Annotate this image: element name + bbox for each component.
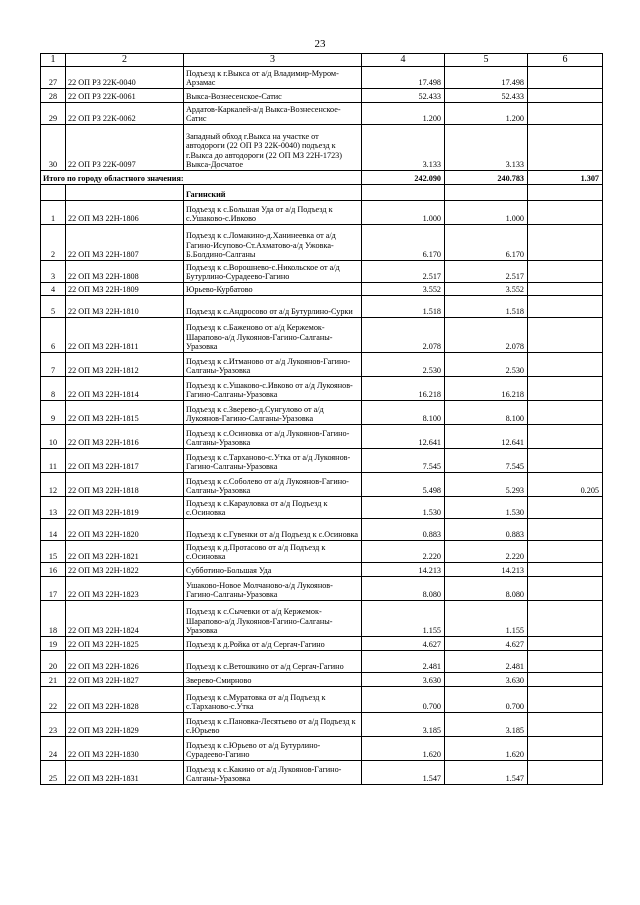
- table-row: [41, 283, 603, 296]
- row-number: 20: [41, 651, 66, 673]
- row-number: 2: [41, 225, 66, 261]
- value-col-4: 16.218: [362, 377, 445, 401]
- value-col-6: [528, 519, 603, 541]
- row-number: 3: [41, 261, 66, 283]
- road-name: Подъезд к с.Какино от а/д Лукоянов-Гагино-Салганы-Уразовка: [184, 761, 362, 785]
- road-code: 22 ОП РЗ 22К-0097: [66, 125, 184, 171]
- value-col-6: [528, 651, 603, 673]
- road-code: 22 ОП РЗ 22К-0040: [66, 67, 184, 89]
- row-number: 15: [41, 541, 66, 563]
- table-row: [41, 761, 603, 785]
- value-col-6: [528, 601, 603, 637]
- value-col-6: [528, 425, 603, 449]
- road-name: Субботино-Большая Уда: [184, 563, 362, 577]
- value-col-6: [528, 377, 603, 401]
- value-col-6: [528, 67, 603, 89]
- row-number: 4: [41, 283, 66, 296]
- district-row: [41, 185, 603, 201]
- row-number: 11: [41, 449, 66, 473]
- table-row: [41, 541, 603, 563]
- road-code: 22 ОП МЗ 22Н-1826: [66, 651, 184, 673]
- road-code: 22 ОП МЗ 22Н-1827: [66, 673, 184, 687]
- value-col-4: 2.481: [362, 651, 445, 673]
- row-number: 1: [41, 201, 66, 225]
- row-number: 16: [41, 563, 66, 577]
- total-col-4: 242.090: [362, 171, 445, 185]
- value-col-6: [528, 577, 603, 601]
- value-col-5: 52.433: [445, 89, 528, 103]
- row-number: 27: [41, 67, 66, 89]
- district-empty-4: [362, 185, 445, 201]
- table-row: [41, 449, 603, 473]
- value-col-5: 0.883: [445, 519, 528, 541]
- road-name: Подъезд к с.Ломакино-д.Ханинеевка от а/д Гагино-Исупово-Ст.Ахматово-а/д Ужовка-Б.Болдино-Салганы: [184, 225, 362, 261]
- road-code: 22 ОП МЗ 22Н-1828: [66, 687, 184, 713]
- value-col-4: 14.213: [362, 563, 445, 577]
- table-row: [41, 296, 603, 318]
- value-col-5: 16.218: [445, 377, 528, 401]
- value-col-6: [528, 449, 603, 473]
- value-col-6: [528, 713, 603, 737]
- road-name: Подъезд к с.Большая Уда от а/д Подъезд к с.Ушаково-с.Ивково: [184, 201, 362, 225]
- road-name: Западный обход г.Выкса на участке от автодороги (22 ОП РЗ 22К-0040) подъезд к г.Выкса до автодороги (22 ОП МЗ 22Н-1723) Выкса-Досчатое: [184, 125, 362, 171]
- row-number: 13: [41, 497, 66, 519]
- value-col-4: 3.630: [362, 673, 445, 687]
- road-name: Подъезд к с.Карауловка от а/д Подъезд к с.Осиновка: [184, 497, 362, 519]
- header-col-3: 3: [184, 54, 362, 67]
- value-col-6: [528, 201, 603, 225]
- value-col-5: 2.530: [445, 353, 528, 377]
- value-col-6: [528, 497, 603, 519]
- table-row: [41, 563, 603, 577]
- value-col-5: 4.627: [445, 637, 528, 651]
- value-col-5: 2.220: [445, 541, 528, 563]
- row-number: 7: [41, 353, 66, 377]
- table-row: [41, 377, 603, 401]
- row-number: 29: [41, 103, 66, 125]
- value-col-4: 8.080: [362, 577, 445, 601]
- row-number: 6: [41, 318, 66, 353]
- road-code: 22 ОП МЗ 22Н-1831: [66, 761, 184, 785]
- value-col-5: 2.078: [445, 318, 528, 353]
- value-col-6: [528, 637, 603, 651]
- value-col-5: 0.700: [445, 687, 528, 713]
- roads-table: [40, 53, 603, 785]
- value-col-5: 8.100: [445, 401, 528, 425]
- road-code: 22 ОП МЗ 22Н-1820: [66, 519, 184, 541]
- value-col-4: 4.627: [362, 637, 445, 651]
- value-col-4: 6.170: [362, 225, 445, 261]
- table-row: [41, 318, 603, 353]
- row-number: 22: [41, 687, 66, 713]
- value-col-6: [528, 296, 603, 318]
- value-col-6: [528, 353, 603, 377]
- road-name: Подъезд к с.Ветошкино от а/д Сергач-Гагино: [184, 651, 362, 673]
- value-col-6: [528, 563, 603, 577]
- road-name: Подъезд к с.Осиновка от а/д Лукоянов-Гагино-Салганы-Уразовка: [184, 425, 362, 449]
- value-col-6: [528, 318, 603, 353]
- road-code: 22 ОП МЗ 22Н-1812: [66, 353, 184, 377]
- road-name: Подъезд к с.Гувенки от а/д Подъезд к с.Осиновка: [184, 519, 362, 541]
- value-col-4: 0.700: [362, 687, 445, 713]
- road-name: Зверево-Смирново: [184, 673, 362, 687]
- road-code: 22 ОП МЗ 22Н-1817: [66, 449, 184, 473]
- road-name: Подъезд к с.Баженово от а/д Кержемок-Шарапово-а/д Лукоянов-Гагино-Салганы-Уразовка: [184, 318, 362, 353]
- road-code: 22 ОП МЗ 22Н-1830: [66, 737, 184, 761]
- table-row: [41, 637, 603, 651]
- road-code: 22 ОП РЗ 22К-0061: [66, 89, 184, 103]
- road-name: Подъезд к с.Ушаково-с.Ивково от а/д Лукоянов-Гагино-Салганы-Уразовка: [184, 377, 362, 401]
- road-name: Юрьево-Курбатово: [184, 283, 362, 296]
- value-col-6: [528, 673, 603, 687]
- value-col-5: 1.000: [445, 201, 528, 225]
- road-name: Ушаково-Новое Молчаново-а/д Лукоянов-Гагино-Салганы-Уразовка: [184, 577, 362, 601]
- total-col-6: 1.307: [528, 171, 603, 185]
- road-code: 22 ОП РЗ 22К-0062: [66, 103, 184, 125]
- row-number: 25: [41, 761, 66, 785]
- table-row: [41, 737, 603, 761]
- value-col-6: [528, 401, 603, 425]
- value-col-5: 1.530: [445, 497, 528, 519]
- road-code: 22 ОП МЗ 22Н-1823: [66, 577, 184, 601]
- table-row: [41, 713, 603, 737]
- road-code: 22 ОП МЗ 22Н-1810: [66, 296, 184, 318]
- district-name: Гагинский: [184, 185, 362, 201]
- value-col-6: [528, 225, 603, 261]
- road-name: Подъезд к с.Пановка-Лесятьево от а/д Подъезд к с.Юрьево: [184, 713, 362, 737]
- value-col-4: 3.133: [362, 125, 445, 171]
- value-col-5: 3.133: [445, 125, 528, 171]
- value-col-4: 1.547: [362, 761, 445, 785]
- value-col-6: [528, 89, 603, 103]
- road-name: Подъезд к г.Выкса от а/д Владимир-Муром-Арзамас: [184, 67, 362, 89]
- road-name: Подъезд к с.Андросово от а/д Бутурлино-Сурки: [184, 296, 362, 318]
- value-col-4: 2.220: [362, 541, 445, 563]
- value-col-6: [528, 541, 603, 563]
- header-col-4: 4: [362, 54, 445, 67]
- value-col-4: 17.498: [362, 67, 445, 89]
- header-col-1: 1: [41, 54, 66, 67]
- table-row: [41, 651, 603, 673]
- value-col-4: 2.078: [362, 318, 445, 353]
- road-name: Выкса-Вознесенское-Сатис: [184, 89, 362, 103]
- table-row: [41, 519, 603, 541]
- value-col-6: 0.205: [528, 473, 603, 497]
- value-col-5: 2.517: [445, 261, 528, 283]
- district-empty-6: [528, 185, 603, 201]
- value-col-4: 1.518: [362, 296, 445, 318]
- total-label: Итого по городу областного значения:: [41, 171, 362, 185]
- road-name: Подъезд к д.Ройка от а/д Сергач-Гагино: [184, 637, 362, 651]
- value-col-6: [528, 261, 603, 283]
- value-col-5: 6.170: [445, 225, 528, 261]
- value-col-4: 1.000: [362, 201, 445, 225]
- value-col-5: 8.080: [445, 577, 528, 601]
- road-code: 22 ОП МЗ 22Н-1814: [66, 377, 184, 401]
- road-code: 22 ОП МЗ 22Н-1829: [66, 713, 184, 737]
- value-col-5: 7.545: [445, 449, 528, 473]
- road-code: 22 ОП МЗ 22Н-1824: [66, 601, 184, 637]
- road-name: Ардатов-Каркалей-а/д Выкса-Вознесенское-Сатис: [184, 103, 362, 125]
- table-row: [41, 67, 603, 89]
- row-number: 30: [41, 125, 66, 171]
- road-name: Подъезд к с.Соболево от а/д Лукоянов-Гагино-Салганы-Уразовка: [184, 473, 362, 497]
- value-col-4: 0.883: [362, 519, 445, 541]
- table-row: [41, 261, 603, 283]
- value-col-5: 3.552: [445, 283, 528, 296]
- road-code: 22 ОП МЗ 22Н-1808: [66, 261, 184, 283]
- table-row: [41, 401, 603, 425]
- header-col-5: 5: [445, 54, 528, 67]
- value-col-5: 17.498: [445, 67, 528, 89]
- header-col-6: 6: [528, 54, 603, 67]
- value-col-4: 1.530: [362, 497, 445, 519]
- road-name: Подъезд к д.Протасово от а/д Подъезд к с.Осиновка: [184, 541, 362, 563]
- row-number: 23: [41, 713, 66, 737]
- table-row: [41, 601, 603, 637]
- value-col-6: [528, 761, 603, 785]
- road-code: 22 ОП МЗ 22Н-1821: [66, 541, 184, 563]
- table-row: [41, 125, 603, 171]
- road-code: 22 ОП МЗ 22Н-1809: [66, 283, 184, 296]
- table-row: [41, 201, 603, 225]
- road-name: Подъезд к с.Зверево-д.Сунгулово от а/д Лукоянов-Гагино-Салганы-Уразовка: [184, 401, 362, 425]
- table-row: [41, 497, 603, 519]
- road-code: 22 ОП МЗ 22Н-1815: [66, 401, 184, 425]
- table-row: [41, 577, 603, 601]
- value-col-6: [528, 125, 603, 171]
- row-number: 9: [41, 401, 66, 425]
- total-col-5: 240.783: [445, 171, 528, 185]
- road-code: 22 ОП МЗ 22Н-1819: [66, 497, 184, 519]
- row-number: 24: [41, 737, 66, 761]
- district-empty-2: [66, 185, 184, 201]
- value-col-5: 1.547: [445, 761, 528, 785]
- table-row: [41, 425, 603, 449]
- row-number: 21: [41, 673, 66, 687]
- value-col-5: 3.185: [445, 713, 528, 737]
- road-code: 22 ОП МЗ 22Н-1806: [66, 201, 184, 225]
- row-number: 5: [41, 296, 66, 318]
- value-col-5: 1.200: [445, 103, 528, 125]
- value-col-4: 8.100: [362, 401, 445, 425]
- table-row: [41, 473, 603, 497]
- value-col-6: [528, 687, 603, 713]
- road-name: Подъезд к с.Муратовка от а/д Подъезд к с.Тарханово-с.Утка: [184, 687, 362, 713]
- row-number: 14: [41, 519, 66, 541]
- row-number: 19: [41, 637, 66, 651]
- total-row: [41, 171, 603, 185]
- road-name: Подъезд к с.Тарханово-с.Утка от а/д Лукоянов-Гагино-Салганы-Уразовка: [184, 449, 362, 473]
- value-col-5: 5.293: [445, 473, 528, 497]
- value-col-4: 3.552: [362, 283, 445, 296]
- table-row: [41, 89, 603, 103]
- value-col-6: [528, 283, 603, 296]
- value-col-4: 2.530: [362, 353, 445, 377]
- value-col-5: 12.641: [445, 425, 528, 449]
- value-col-5: 1.155: [445, 601, 528, 637]
- road-code: 22 ОП МЗ 22Н-1825: [66, 637, 184, 651]
- road-name: Подъезд к с.Итманово от а/д Лукоянов-Гагино-Салганы-Уразовка: [184, 353, 362, 377]
- road-name: Подъезд к с.Ворошнево-с.Никольское от а/д Бутурлино-Сурадеево-Гагино: [184, 261, 362, 283]
- road-code: 22 ОП МЗ 22Н-1822: [66, 563, 184, 577]
- district-empty-5: [445, 185, 528, 201]
- row-number: 12: [41, 473, 66, 497]
- road-code: 22 ОП МЗ 22Н-1807: [66, 225, 184, 261]
- value-col-4: 12.641: [362, 425, 445, 449]
- table-row: [41, 103, 603, 125]
- value-col-4: 7.545: [362, 449, 445, 473]
- table-row: [41, 225, 603, 261]
- row-number: 18: [41, 601, 66, 637]
- value-col-5: 1.620: [445, 737, 528, 761]
- value-col-4: 52.433: [362, 89, 445, 103]
- value-col-4: 1.620: [362, 737, 445, 761]
- table-row: [41, 353, 603, 377]
- table-row: [41, 673, 603, 687]
- value-col-5: 3.630: [445, 673, 528, 687]
- header-col-2: 2: [66, 54, 184, 67]
- value-col-5: 2.481: [445, 651, 528, 673]
- value-col-4: 3.185: [362, 713, 445, 737]
- page-number: 23: [314, 38, 326, 50]
- road-code: 22 ОП МЗ 22Н-1811: [66, 318, 184, 353]
- road-name: Подъезд к с.Юрьево от а/д Бутурлино-Сурадеево-Гагино: [184, 737, 362, 761]
- table-row: [41, 687, 603, 713]
- value-col-4: 5.498: [362, 473, 445, 497]
- road-code: 22 ОП МЗ 22Н-1818: [66, 473, 184, 497]
- road-name: Подъезд к с.Сычевки от а/д Кержемок-Шарапово-а/д Лукоянов-Гагино-Салганы-Уразовка: [184, 601, 362, 637]
- value-col-5: 14.213: [445, 563, 528, 577]
- value-col-5: 1.518: [445, 296, 528, 318]
- value-col-6: [528, 737, 603, 761]
- value-col-6: [528, 103, 603, 125]
- value-col-4: 1.200: [362, 103, 445, 125]
- value-col-4: 2.517: [362, 261, 445, 283]
- row-number: 28: [41, 89, 66, 103]
- row-number: 17: [41, 577, 66, 601]
- road-code: 22 ОП МЗ 22Н-1816: [66, 425, 184, 449]
- district-empty-1: [41, 185, 66, 201]
- row-number: 8: [41, 377, 66, 401]
- header-row: [41, 54, 603, 67]
- value-col-4: 1.155: [362, 601, 445, 637]
- row-number: 10: [41, 425, 66, 449]
